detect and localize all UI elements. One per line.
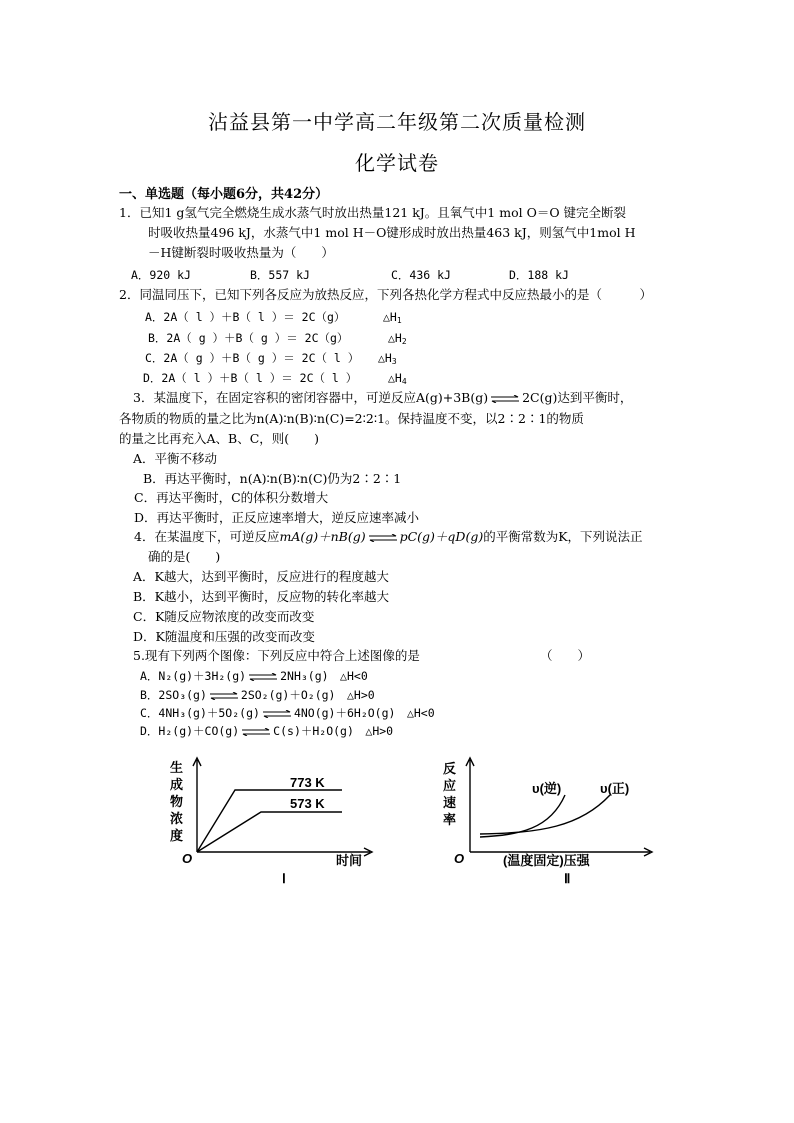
fig2-xlabel: (温度固定)压强 — [503, 853, 590, 868]
q2-dh-c: $\triangle H_3$ — [378, 351, 397, 366]
fig2-ylabel-char: 反 — [443, 761, 457, 776]
q2-dh-b: $\triangle H_2$ — [388, 331, 407, 346]
equilibrium-arrow-icon — [262, 710, 292, 718]
equilibrium-arrow-icon — [241, 728, 271, 736]
q2-dh-a: $\triangle H_1$ — [383, 310, 402, 325]
fig2-ylabel-char: 率 — [443, 812, 457, 827]
fig1-label-573: 573 K — [290, 796, 325, 811]
q3-option-a: A．平衡不移动 — [133, 451, 218, 466]
section-heading: 一、单选题（每小题6分，共42分） — [119, 187, 329, 202]
q3-line-3: 的量之比再充入A、B、C，则( ) — [119, 431, 320, 446]
q2-dh-d: $\triangle H_4$ — [388, 371, 407, 386]
fig1-line-573k — [197, 812, 342, 852]
fig2-label-forward: υ(正) — [600, 781, 630, 796]
q5-option-c: C．4NH₃(g)＋5O₂(g) 4NO(g)＋6H₂O(g) △H<0 — [140, 706, 435, 720]
q1-line-3: －H键断裂时吸收热量为（ ） — [148, 245, 334, 260]
q4-option-a: A．K越大，达到平衡时，反应进行的程度越大 — [133, 569, 389, 584]
q2-option-c: C．2A（ g ）＋B（ g ）＝ 2C（ l ） — [145, 351, 360, 365]
fig1-ylabel-char: 浓 — [170, 811, 184, 826]
equilibrium-arrow-icon — [209, 692, 239, 700]
q1-option-d: D．188 kJ — [509, 268, 569, 282]
q4-line-1: 4．在某温度下，可逆反应mA(g)＋nB(g) pC(g)＋qD(g)的平衡常数为K，下列说法正 — [134, 529, 643, 544]
fig1-xlabel: 时间 — [336, 853, 363, 868]
q3-line-2: 各物质的物质的量之比为n(A)∶n(B)∶n(C)=2∶2∶1。保持温度不变，以2∶2∶1的物质 — [119, 411, 584, 426]
fig2-caption: Ⅱ — [564, 871, 571, 885]
q5-option-d: D．H₂(g)＋CO(g) C(s)＋H₂O(g) △H>0 — [140, 724, 394, 738]
q3-option-b: B．再达平衡时，n(A)∶n(B)∶n(C)仍为2∶2∶1 — [143, 471, 402, 486]
q5-option-a: A．N₂(g)＋3H₂(g) 2NH₃(g) △H<0 — [140, 669, 368, 683]
figure-2-rate-vs-pressure — [440, 755, 655, 885]
fig2-ylabel-char: 应 — [443, 778, 457, 793]
equilibrium-arrow-icon — [490, 395, 520, 403]
q2-option-b: B．2A（ g ）＋B（ g ）＝ 2C（g） — [148, 331, 349, 345]
q1-line-1: 1．已知1 g氢气完全燃烧生成水蒸气时放出热量121 kJ。且氧气中1 mol O＝O 键完全断裂 — [119, 205, 627, 220]
q2-option-a: A．2A（ l ）＋B（ l ）＝ 2C（g） — [145, 310, 346, 324]
equilibrium-arrow-icon — [368, 534, 398, 542]
exam-title: 沾益县第一中学高二年级第二次质量检测 — [208, 110, 586, 134]
q1-option-b: B．557 kJ — [250, 268, 310, 282]
fig1-ylabel-char: 度 — [170, 828, 184, 843]
fig2-origin: O — [454, 851, 465, 866]
q5-stem: 5.现有下列两个图像：下列反应中符合上述图像的是 — [133, 648, 420, 663]
q4-option-c: C．K随反应物浓度的改变而改变 — [133, 609, 315, 624]
q3-line-1: 3．某温度下，在固定容积的密闭容器中，可逆反应A(g)+3B(g) 2C(g)达到平衡时， — [133, 390, 633, 405]
q4-line-2: 确的是( ) — [148, 549, 221, 564]
q3-option-c: C．再达平衡时，C的体积分数增大 — [134, 490, 329, 505]
q5-option-b: B．2SO₃(g) 2SO₂(g)＋O₂(g) △H>0 — [140, 688, 375, 702]
q2-option-d: D．2A（ l ）＋B（ l ）＝ 2C（ l ） — [143, 371, 358, 385]
fig1-origin: O — [182, 851, 193, 866]
fig2-curve-forward — [480, 795, 610, 834]
q1-option-a: A．920 kJ — [131, 268, 191, 282]
fig1-caption: Ⅰ — [282, 871, 286, 885]
fig2-label-reverse: υ(逆) — [532, 781, 562, 796]
q1-line-2: 时吸收热量496 kJ，水蒸气中1 mol H－O键形成时放出热量463 kJ，则氢气中1mol H — [148, 225, 636, 240]
fig1-ylabel-char: 物 — [170, 794, 184, 809]
fig1-ylabel-char: 生 — [170, 760, 184, 775]
equilibrium-arrow-icon — [248, 673, 278, 681]
q1-option-c: C．436 kJ — [391, 268, 451, 282]
q4-option-d: D．K随温度和压强的改变而改变 — [133, 629, 315, 644]
exam-subtitle: 化学试卷 — [355, 151, 439, 175]
fig1-label-773: 773 K — [290, 775, 325, 790]
fig2-curve-reverse — [480, 795, 565, 837]
q3-option-d: D．再达平衡时，正反应速率增大，逆反应速率减小 — [134, 510, 420, 525]
q5-answer-paren: （ ） — [540, 648, 591, 663]
q4-option-b: B．K越小，达到平衡时，反应物的转化率越大 — [133, 589, 390, 604]
fig2-ylabel-char: 速 — [443, 795, 457, 810]
figure-1-concentration-vs-time — [160, 755, 385, 885]
q2-stem: 2．同温同压下，已知下列各反应为放热反应，下列各热化学方程式中反应热最小的是（ ） — [119, 287, 652, 302]
fig1-ylabel-char: 成 — [170, 777, 184, 792]
